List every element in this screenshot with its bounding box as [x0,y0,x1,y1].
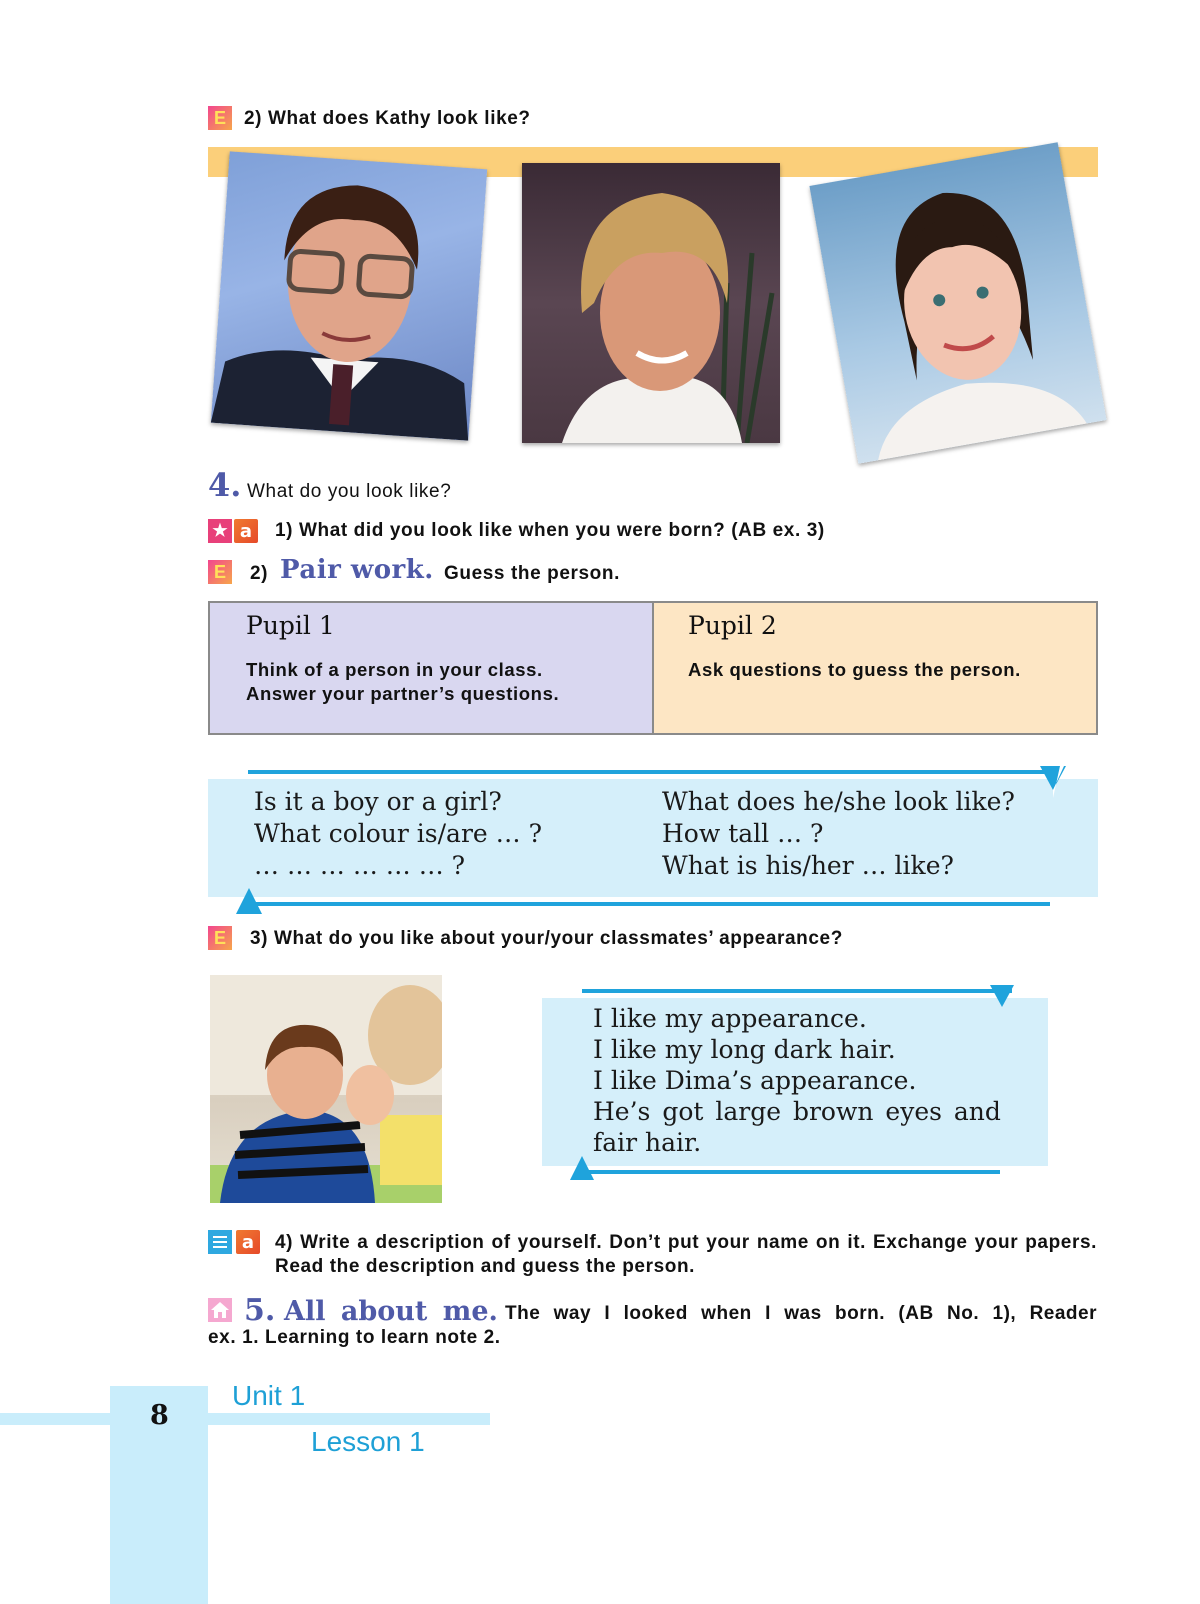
speech-pointer-up-icon [234,876,264,916]
speech-pointer-up-icon [568,1146,596,1182]
questions-bottom-rule [248,902,1050,906]
lesson-label: Lesson 1 [311,1426,425,1457]
pupil-1-cell [210,603,654,733]
question-left-3: … … … … … … ? [254,851,466,880]
exercise-5-number: 5. [244,1293,276,1328]
example-4: He’s got large brown eyes and [593,1097,1001,1126]
questions-top-rule [248,770,1048,774]
examples-list [593,1003,1001,1158]
question-left-2: What colour is/are … ? [254,819,542,848]
exercise-e-icon: E [208,106,232,130]
pupil-2-cell [654,603,1096,733]
question-right-1: What does he/she look like? [662,787,1015,816]
pupil-1-line-2: Answer your partner’s questions. [246,683,560,704]
workbook-a-icon: a [236,1230,260,1254]
exercise-4-item-3: 3) What do you like about your/your classmates’ appearance? [250,928,843,949]
photo-girl-dark-hair [809,142,1106,463]
exercise-4-item-2-text: Guess the person. [444,563,620,584]
example-2: I like my long dark hair. [593,1035,896,1064]
exercise-4-number: 4. [208,466,242,504]
exercise-5-text-line-1: The way I looked when I was born. (AB No. 1), Reader [505,1303,1097,1324]
photo-classmates [210,975,442,1203]
exercise-e-icon: E [208,560,232,584]
star-icon: ★ [208,519,232,543]
pupil-roles-table [208,601,1098,735]
example-1: I like my appearance. [593,1004,867,1033]
photo-girl-blonde-bangs [522,163,780,443]
questions-right-column [662,786,1015,882]
question-left-1: Is it a boy or a girl? [254,787,502,816]
example-5: fair hair. [593,1128,702,1157]
exercise-4-item-4: 4) Write a description of yourself. Don’t put your name on it. Exchange your papers. Read the description and guess the person. [275,1232,1097,1277]
examples-bottom-rule [582,1170,1000,1174]
photo-boy-with-glasses [211,151,487,440]
writing-lines-icon [208,1230,232,1254]
examples-top-rule [582,989,1012,993]
exercise-4-item-2-prefix: 2) [250,563,269,584]
exercise-4-title: What do you look like? [247,481,452,502]
questions-left-column [254,786,542,882]
speech-pointer-down-icon [1038,762,1068,804]
pair-work-heading: Pair work. [280,555,434,585]
question-right-3: What is his/her … like? [662,851,954,880]
exercise-5-heading: All about me. [284,1296,498,1327]
pupil-1-title: Pupil 1 [246,611,335,640]
pupil-1-line-1: Think of a person in your class. [246,659,543,680]
example-3: I like Dima’s appearance. [593,1066,917,1095]
pupil-2-line-1: Ask questions to guess the person. [688,659,1021,680]
page-number: 8 [150,1400,169,1431]
exercise-5-text-line-2: ex. 1. Learning to learn note 2. [208,1327,501,1348]
question-right-2: How tall … ? [662,819,824,848]
footer-rule [0,1413,490,1425]
exercise-4-item-1: 1) What did you look like when you were born? (AB ex. 3) [275,520,825,541]
unit-label: Unit 1 [232,1380,306,1411]
workbook-a-icon: a [234,519,258,543]
pupil-2-title: Pupil 2 [688,611,777,640]
home-icon [208,1298,232,1322]
task-kathy-label: 2) What does Kathy look like? [244,108,531,129]
exercise-e-icon: E [208,926,232,950]
